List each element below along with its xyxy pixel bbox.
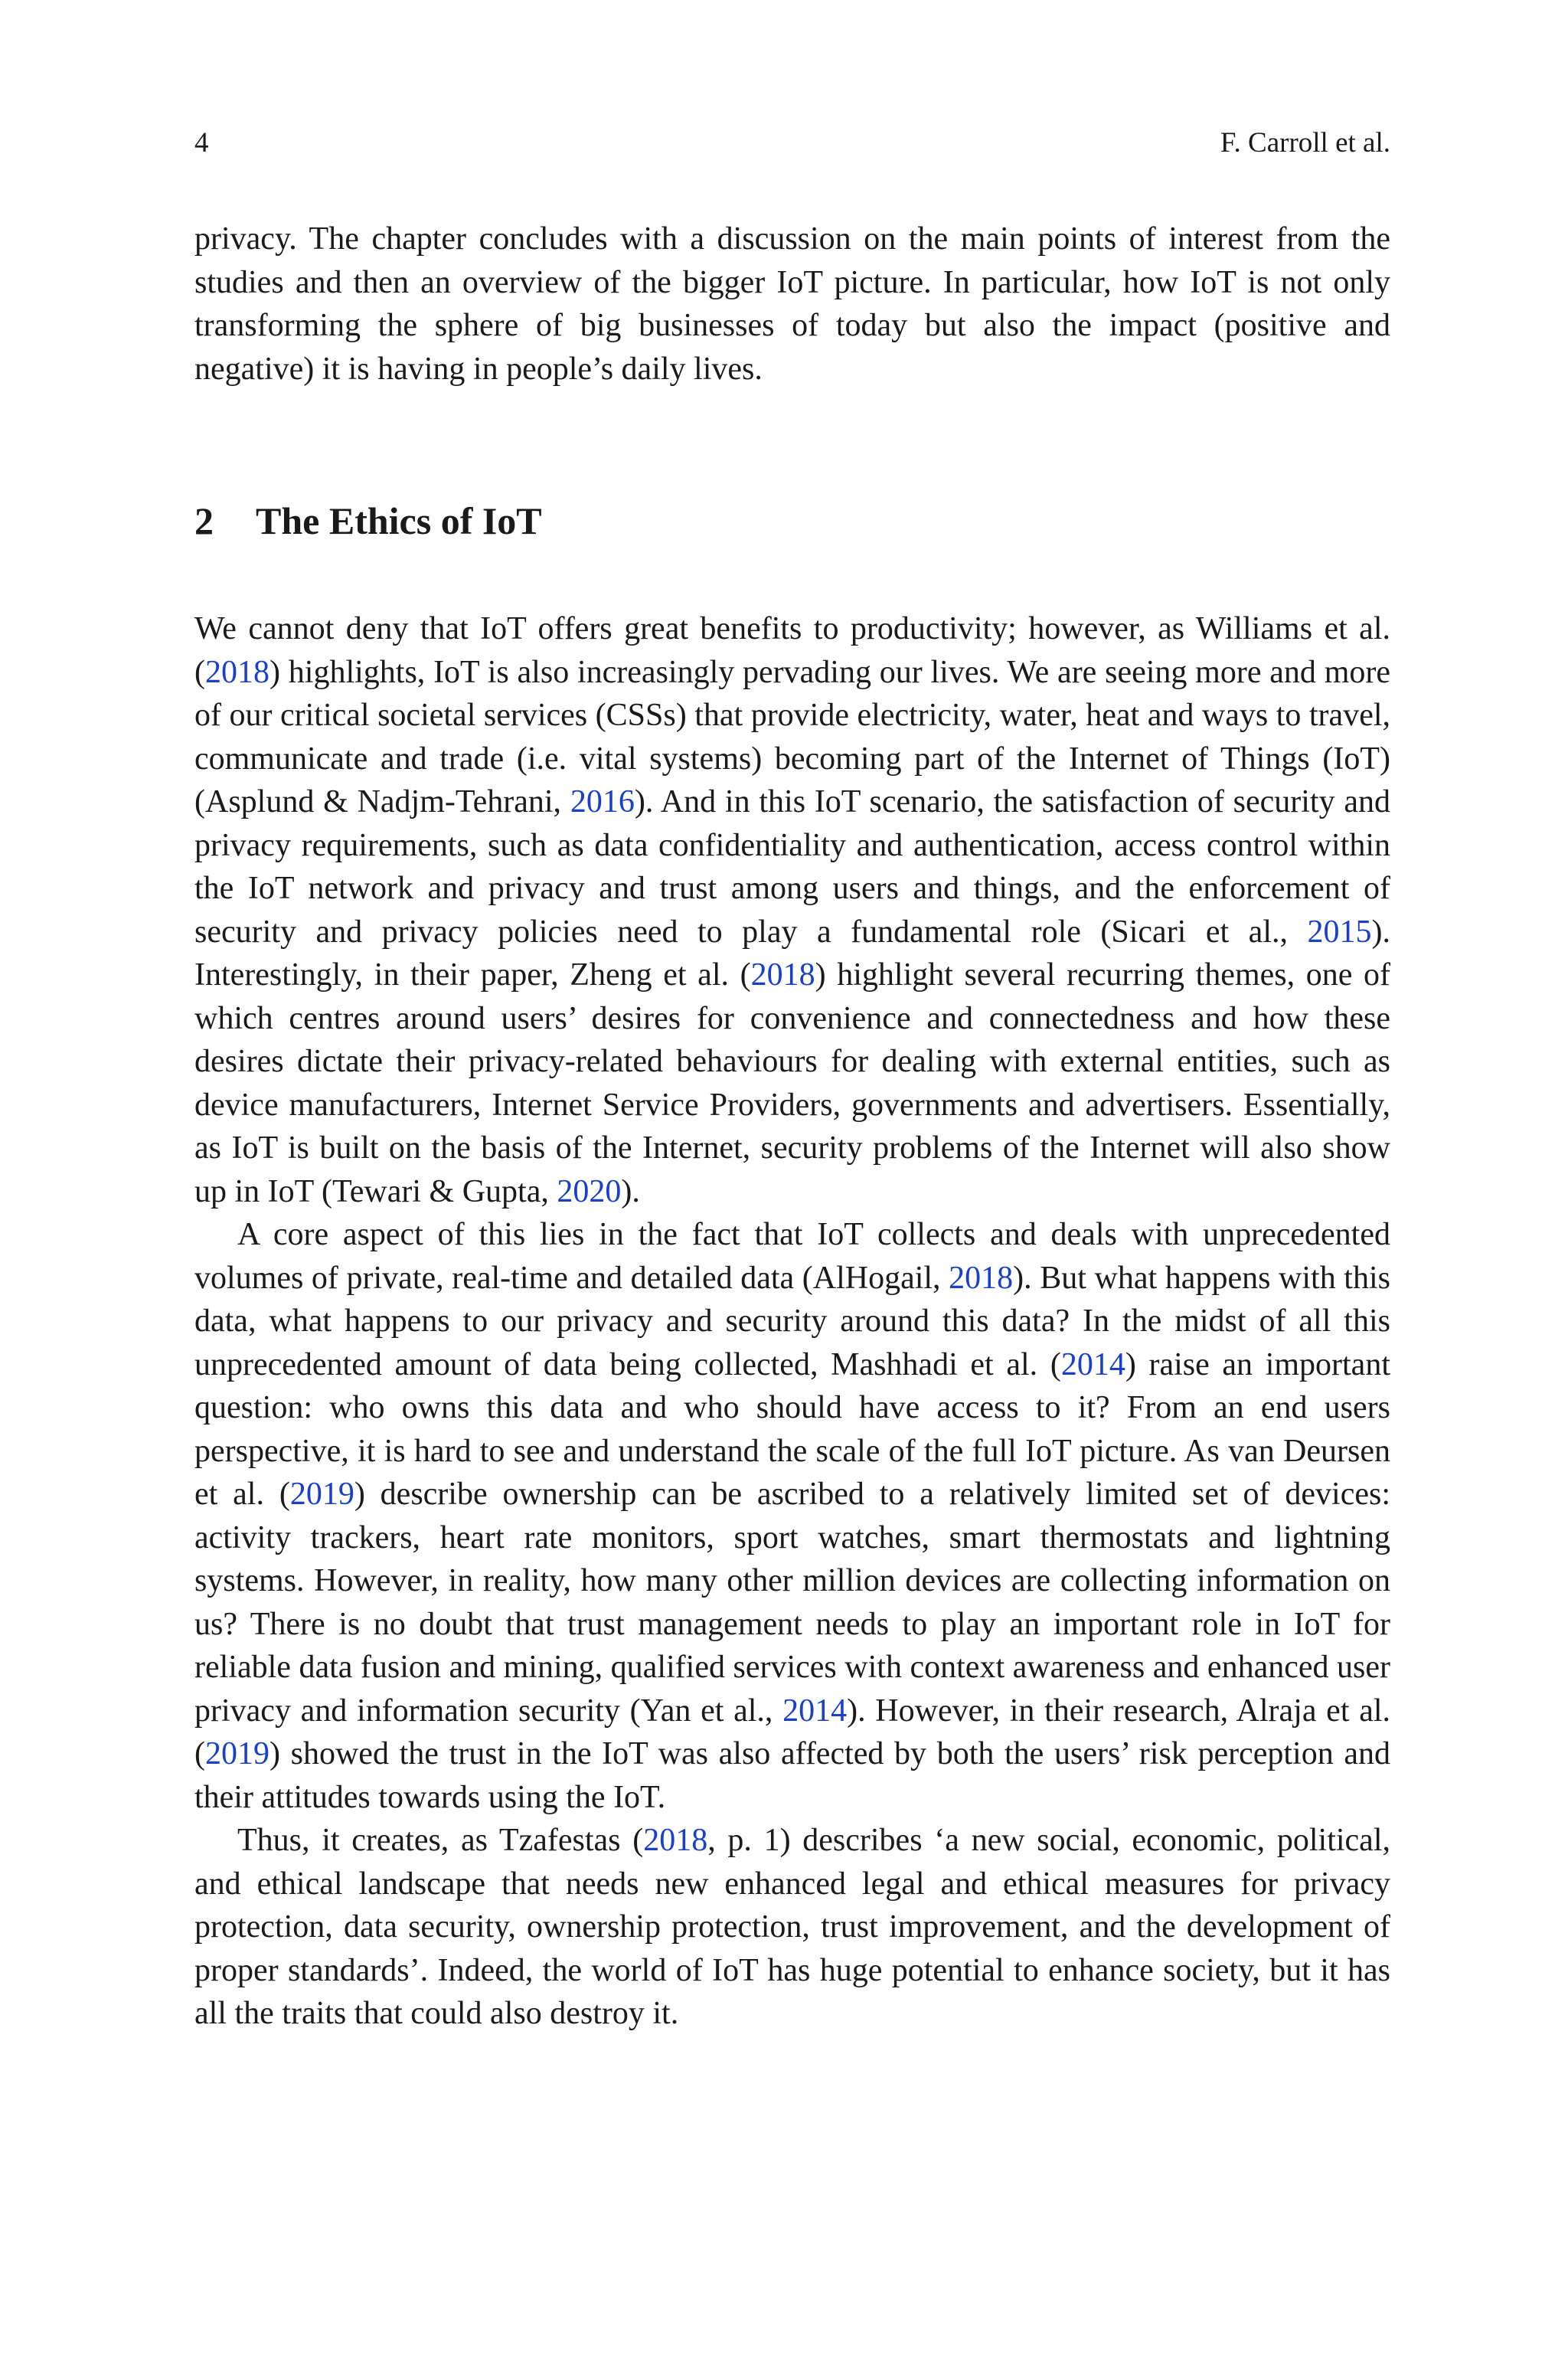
citation-link[interactable]: 2018 [643, 1823, 708, 1858]
citation-link[interactable]: 2020 [557, 1173, 622, 1209]
paragraph-text: We cannot deny that IoT offers great benefits to productivity; however, as Williams et al. ( [194, 611, 1390, 690]
paragraph-text: ). And in this IoT scenario, the satisfaction of security and privacy requirements, such as data confidentiality and authentication, access control within the IoT network and privacy and trust among users and things, and the enforcement of security and privacy policies need to play a fundamental role (Sicari et al., [194, 784, 1391, 950]
citation-link[interactable]: 2014 [782, 1693, 848, 1729]
paragraph-text: ) describe ownership can be ascribed to a relatively limited set of devices: activity trackers, heart rate monitors, sport watches, smart thermostats and lightning systems. However, in reality, how many other million devices are collecting information on us? There is no doubt that trust management needs to play an important role in IoT for reliable data fusion and mining, qualified services with context awareness and enhanced user privacy and information security (Yan et al., [194, 1477, 1390, 1729]
paragraph-text: , p. 1) describes ‘a new social, economic, political, and ethical landscape that needs new enhanced legal and ethical measures for privacy protection, data security, ownership protection, trust improvement, and the development of proper standards’. Indeed, the world of IoT has huge potential to enhance society, but it has all the traits that could also destroy it. [194, 1823, 1390, 2031]
page-number: 4 [194, 127, 209, 159]
citation-link[interactable]: 2016 [570, 784, 635, 819]
citation-link[interactable]: 2019 [289, 1477, 354, 1512]
paragraph-text: ) raise an important question: who owns this data and who should have access to it? From an end users perspective, it is hard to see and understand the scale of the full IoT picture. As van Deursen et al. ( [194, 1346, 1390, 1512]
intro-continuation [194, 218, 1390, 391]
section-body [194, 607, 1390, 2036]
paragraph-text: ). Interestingly, in their paper, Zheng et al. ( [194, 914, 1390, 993]
paragraph-text: ) highlight several recurring themes, one of which centres around users’ desires for convenience and connectedness and how these desires dictate their privacy-related behaviours for dealing with external entities, such as device manufacturers, Internet Service Providers, governments and advertisers. Essentially, as IoT is built on the basis of the Internet, security problems of the Internet will also show up in IoT (Tewari & Gupta, [194, 957, 1390, 1209]
citation-link[interactable]: 2014 [1060, 1346, 1125, 1382]
running-head [194, 124, 1390, 162]
body-paragraph-3 [194, 1819, 1390, 2036]
citation-link[interactable]: 2018 [949, 1260, 1014, 1296]
body-paragraph-2 [194, 1213, 1390, 1819]
paragraph-text: ) showed the trust in the IoT was also affected by both the users’ risk perception and their attitudes towards using the IoT. [194, 1736, 1390, 1815]
paragraph-text: ). But what happens with this data, what happens to our privacy and security around this data? In the midst of all this unprecedented amount of data being collected, Mashhadi et al. ( [194, 1260, 1390, 1382]
paragraph-text: Thus, it creates, as Tzafestas ( [237, 1823, 644, 1858]
section-heading [194, 495, 542, 547]
section-title: The Ethics of IoT [256, 499, 542, 542]
intro-paragraph: privacy. The chapter concludes with a discussion on the main points of interest from the studies and then an overview of the bigger IoT picture. In particular, how IoT is not only transforming the sphere of big businesses of today but also the impact (positive and negative) it is having in people’s daily lives. [194, 221, 1390, 387]
running-head-author: F. Carroll et al. [1220, 127, 1390, 159]
paragraph-text: ) highlights, IoT is also increasingly pervading our lives. We are seeing more and more of our critical societal services (CSSs) that provide electricity, water, heat and ways to travel, communicate and trade (i.e. vital systems) becoming part of the Internet of Things (IoT) (Asplund & Nadjm-Tehrani, [194, 654, 1390, 819]
paragraph-text: ). [621, 1173, 640, 1209]
citation-link[interactable]: 2015 [1307, 914, 1372, 950]
citation-link[interactable]: 2018 [205, 654, 270, 690]
body-paragraph-1 [194, 607, 1390, 1213]
paragraph-text: ). However, in their research, Alraja et al. ( [194, 1693, 1391, 1771]
paragraph-text: A core aspect of this lies in the fact that IoT collects and deals with unprecedented volumes of private, real-time and detailed data (AlHogail, [194, 1217, 1390, 1296]
section-number: 2 [194, 499, 214, 542]
citation-link[interactable]: 2018 [750, 957, 815, 993]
citation-link[interactable]: 2019 [205, 1736, 270, 1771]
